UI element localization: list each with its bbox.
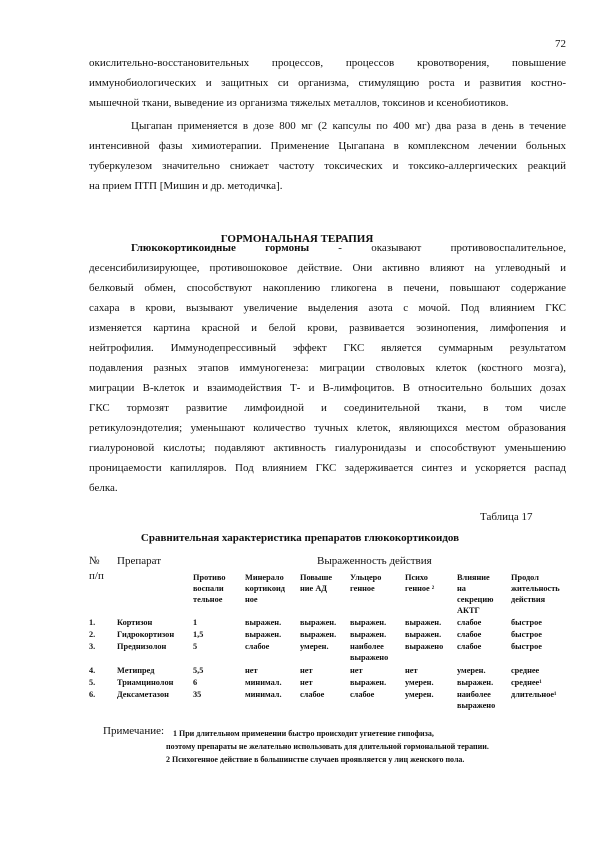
row-number: 6.: [89, 690, 96, 699]
text-line: белковый обмен, способствуют накоплению гликогена в печени, повышают содержание: [89, 282, 566, 294]
col-drug-header: Препарат: [117, 555, 161, 567]
row-drug-name: Преднизолон: [117, 642, 167, 651]
note-line-3: 2 Психогенное действие в большинстве случаев проявляется у лиц женского пола.: [166, 755, 465, 764]
subheader-cell: [511, 572, 560, 605]
cell-line: умерен.: [300, 642, 329, 651]
text-line: интенсивной фазы химиотерапии. Применение Цыгапана в комплексном лечении больных: [89, 140, 566, 152]
cell-line: среднее: [511, 666, 540, 675]
text-line: на прием ПТП [Мишин и др. методичка].: [89, 180, 283, 192]
cell-line: слабое: [457, 618, 482, 627]
table-cell: [193, 617, 197, 628]
table-cell: [511, 629, 542, 640]
text-line: подавления разных этапов иммуногенеза: миграции стволовых клеток (костного мозга),: [89, 362, 566, 374]
table-cell: [457, 677, 493, 688]
table-cell: [193, 629, 203, 640]
table-cell: [350, 629, 386, 640]
subheader-cell: [405, 572, 434, 594]
cell-line: выражено: [405, 642, 444, 651]
subheader-cell: [300, 572, 332, 594]
table-cell: [350, 689, 374, 700]
cell-line: наиболее: [350, 642, 384, 651]
cell-line: среднее¹: [511, 678, 542, 687]
table-cell: [193, 641, 197, 652]
text-line: Цыгапан применяется в дозе 800 мг (2 капсулы по 400 мг) два раза в день в течение: [131, 120, 566, 132]
cell-line: 1,5: [193, 630, 204, 639]
cell-line: 5,5: [193, 666, 204, 675]
table-cell: [245, 665, 258, 676]
table-cell: [245, 617, 281, 628]
subheader-line: на: [457, 584, 466, 593]
subheader-line: воспали: [193, 584, 224, 593]
cell-line: выражен.: [245, 618, 282, 627]
cell-line: 35: [193, 690, 202, 699]
col-no-header-2: п/п: [89, 570, 104, 582]
row-number: 3.: [89, 642, 96, 651]
subheader-cell: [350, 572, 381, 594]
table-cell: [511, 665, 539, 676]
text-line: проницаемости капилляров. Под влиянием ГКС задерживается синтез и ускоряется распад: [89, 462, 566, 474]
text-line: ГКС тормозят развитие лимфоидной и соединительной ткани, в том числе: [89, 402, 566, 414]
table-cell: [350, 665, 363, 676]
table-cell: [457, 617, 481, 628]
cell-line: выражен.: [300, 630, 337, 639]
cell-line: выражен.: [457, 678, 494, 687]
cell-line: выражен.: [350, 678, 387, 687]
col-no-header: №: [89, 555, 100, 567]
text-line: [89, 238, 566, 258]
text-line: нейтрофилия. Иммунодепрессивный эффект ГКС является суммарным результатом: [89, 342, 566, 354]
cell-line: выражено: [350, 653, 389, 662]
subheader-line: Влияние: [457, 573, 490, 582]
row-drug-name: Метипред: [117, 666, 155, 675]
row-number: 1.: [89, 618, 96, 627]
cell-line: выражен.: [405, 630, 442, 639]
table-cell: [405, 665, 418, 676]
table-cell: [511, 689, 557, 700]
cell-line: быстрое: [511, 642, 542, 651]
cell-line: 6: [193, 678, 198, 687]
table-caption: Таблица 17: [480, 511, 533, 523]
cell-line: нет: [300, 666, 313, 675]
table-cell: [405, 689, 434, 700]
text-line: ретикулоэндотелия; уменьшают количество тучных клеток, являющихся местом образования: [89, 422, 566, 434]
table-cell: [245, 641, 269, 652]
cell-line: нет: [405, 666, 418, 675]
row-drug-name: Триамцинолон: [117, 678, 174, 687]
cell-line: быстрое: [511, 618, 542, 627]
subheader-line: жительность: [511, 584, 560, 593]
text-line: белка.: [89, 482, 118, 494]
table-cell: [300, 665, 313, 676]
cell-line: длительное¹: [511, 690, 557, 699]
cell-line: нет: [300, 678, 313, 687]
text-line: иммунобиологических и защитных си организма, стимулящию роста и развития костно-: [89, 77, 566, 89]
page-number: 72: [555, 38, 566, 50]
table-cell: [405, 629, 441, 640]
cell-line: умерен.: [405, 690, 434, 699]
subheader-line: Минерало: [245, 573, 284, 582]
text-line: сахара в крови, вызывают увеличение выделения азота с мочой. Под влиянием ГКС: [89, 302, 566, 314]
text-line: мышечной ткани, выведение из организма тяжелых металлов, токсинов и ксенобиотиков.: [89, 97, 509, 109]
cell-line: выражен.: [245, 630, 282, 639]
table-cell: [405, 677, 434, 688]
subheader-line: Ульцеро: [350, 573, 382, 582]
subheader-line: секрецию: [457, 595, 494, 604]
cell-line: минимал.: [245, 690, 282, 699]
table-title: Сравнительная характеристика препаратов глюкокортикоидов: [140, 532, 460, 544]
table-cell: [511, 677, 542, 688]
cell-line: слабое: [457, 642, 482, 651]
cell-line: выражен.: [300, 618, 337, 627]
table-cell: [193, 665, 203, 676]
paragraph-2: [89, 116, 566, 196]
subheader-cell: [457, 572, 493, 616]
text-line: миграции В-клеток и взаимодействия Т- и В-лимфоцитов. В относительно больших дозах: [89, 382, 566, 394]
text-line: туберкулезом значительно снижает частоту токсических и токсико-аллергических реакций: [89, 160, 566, 172]
cell-line: выражен.: [350, 630, 387, 639]
text-line: десенсибилизирующее, противошоковое действие. Они активно влияют на углеводный и: [89, 262, 566, 274]
subheader-line: АКТГ: [457, 606, 480, 615]
cell-line: выражен.: [350, 618, 387, 627]
text-line: изменяется картина красной и белой крови, развивается эозинопения, лимфопения и: [89, 322, 566, 334]
cell-line: слабое: [350, 690, 375, 699]
subheader-line: Психо: [405, 573, 428, 582]
cell-line: выражен.: [405, 618, 442, 627]
cell-line: 5: [193, 642, 198, 651]
text-line: гиалуроновой кислоты; подавляют активность гиалуронидазы и способствуют уменьшению: [89, 442, 566, 454]
cell-line: 1: [193, 618, 198, 627]
table-cell: [457, 689, 495, 711]
subheader-line: ние АД: [300, 584, 328, 593]
paragraph-1: [89, 53, 566, 113]
row-drug-name: Гидрокортизон: [117, 630, 175, 639]
table-cell: [300, 629, 336, 640]
table-cell: [457, 665, 486, 676]
subheader-line: действия: [511, 595, 546, 604]
table-cell: [350, 677, 386, 688]
lead-rest: - оказывают противовоспалительное,: [309, 242, 566, 254]
subheader-line: кортикоид: [245, 584, 285, 593]
cell-line: наиболее: [457, 690, 491, 699]
table-cell: [350, 617, 386, 628]
table-cell: [193, 677, 197, 688]
row-number: 4.: [89, 666, 96, 675]
row-drug-name: Дексаметазон: [117, 690, 169, 699]
note-label: Примечание:: [103, 725, 165, 737]
table-cell: [511, 641, 542, 652]
subheader-line: ное: [245, 595, 258, 604]
table-cell: [245, 677, 282, 688]
table-cell: [511, 617, 542, 628]
subheader-cell: [193, 572, 226, 605]
row-number: 2.: [89, 630, 96, 639]
table-cell: [300, 689, 324, 700]
subheader-line: Продол: [511, 573, 539, 582]
cell-line: умерен.: [457, 666, 486, 675]
subheader-cell: [245, 572, 285, 605]
note-line-2: поэтому препараты не желательно использовать для длительной гормональной терапии.: [166, 742, 489, 751]
table-cell: [245, 689, 282, 700]
subheader-line: Противо: [193, 573, 226, 582]
section-heading: ГОРМОНАЛЬНАЯ ТЕРАПИЯ: [220, 233, 374, 245]
table-cell: [193, 689, 201, 700]
subheader-line: генное: [350, 584, 375, 593]
cell-line: слабое: [245, 642, 270, 651]
subheader-line: генное ²: [405, 584, 435, 593]
table-cell: [457, 641, 481, 652]
subheader-line: Повыше: [300, 573, 333, 582]
cell-line: выражено: [457, 701, 496, 710]
table-cell: [245, 629, 281, 640]
col-group-header: Выраженность действия: [317, 555, 432, 567]
table-cell: [405, 617, 441, 628]
cell-line: минимал.: [245, 678, 282, 687]
table-cell: [300, 617, 336, 628]
row-number: 5.: [89, 678, 96, 687]
note-line-1: 1 При длительном применении быстро происходит угнетение гипофиза,: [173, 729, 434, 738]
cell-line: слабое: [457, 630, 482, 639]
paragraph-gks: [89, 238, 566, 498]
cell-line: умерен.: [405, 678, 434, 687]
row-drug-name: Кортизон: [117, 618, 153, 627]
lead-term: Глюкокортикоидные гормоны: [131, 242, 310, 254]
table-cell: [405, 641, 443, 652]
subheader-line: тельное: [193, 595, 223, 604]
cell-line: нет: [245, 666, 258, 675]
table-cell: [457, 629, 481, 640]
cell-line: слабое: [300, 690, 325, 699]
table-cell: [300, 677, 313, 688]
table-cell: [300, 641, 329, 652]
table-cell: [350, 641, 388, 663]
text-line: окислительно-восстановительных процессов, процессов кровотворения, повышение: [89, 57, 566, 69]
cell-line: нет: [350, 666, 363, 675]
cell-line: быстрое: [511, 630, 542, 639]
